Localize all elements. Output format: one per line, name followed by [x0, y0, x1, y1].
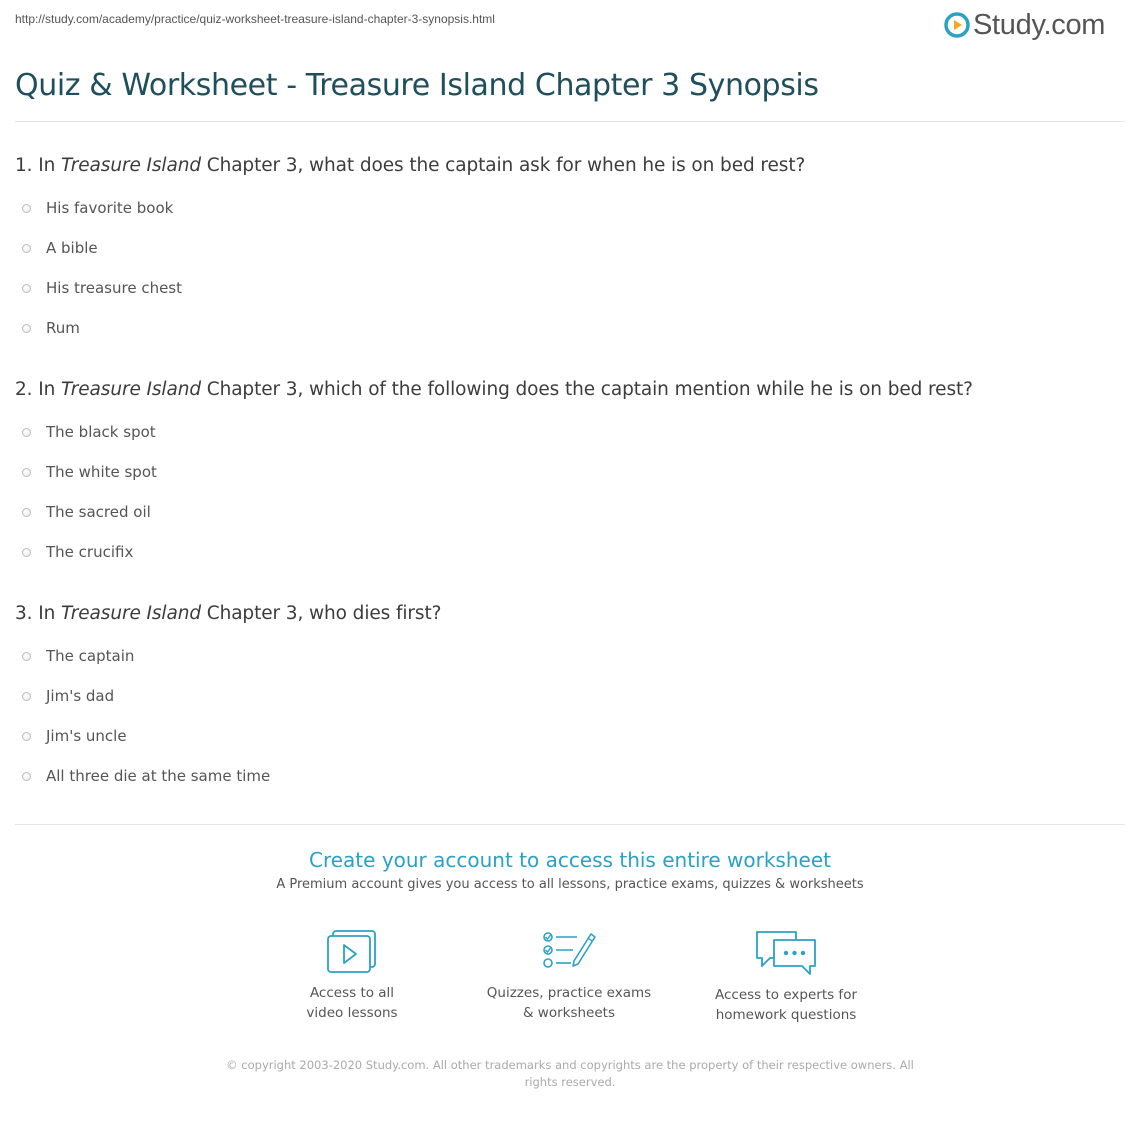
- answer-option[interactable]: [22, 644, 134, 668]
- book-title: Treasure Island: [61, 379, 201, 400]
- answer-label: Jim's dad: [46, 687, 115, 705]
- answer-label: The sacred oil: [46, 503, 151, 521]
- feature-label-line1: Access to all: [309, 985, 395, 1001]
- feature-experts: [686, 928, 886, 1025]
- cta-subtitle: A Premium account gives you access to all lessons, practice exams, quizzes & worksheets: [276, 877, 864, 892]
- radio-icon[interactable]: [22, 204, 31, 213]
- title-divider: [15, 121, 1125, 122]
- question-text: Chapter 3, who dies first?: [206, 603, 442, 624]
- answer-option[interactable]: [22, 236, 98, 260]
- page-url: http://study.com/academy/practice/quiz-worksheet-treasure-island-chapter-3-synopsis.html: [15, 12, 495, 26]
- answer-option[interactable]: [22, 420, 156, 444]
- answer-option[interactable]: [22, 684, 114, 708]
- feature-label-line2: video lessons: [306, 1005, 398, 1021]
- question-2: [15, 379, 1125, 400]
- question-prefix: In: [38, 603, 56, 624]
- cta-title-link[interactable]: Create your account to access this entire worksheet: [309, 848, 831, 872]
- answer-label: Jim's uncle: [46, 727, 127, 745]
- answer-label: All three die at the same time: [46, 767, 271, 785]
- answer-label: The black spot: [46, 423, 156, 441]
- answer-label: A bible: [46, 239, 98, 257]
- answer-label: Rum: [46, 319, 80, 337]
- answer-option[interactable]: [22, 540, 133, 564]
- answer-option[interactable]: [22, 724, 127, 748]
- feature-label-line1: Quizzes, practice exams: [486, 985, 652, 1001]
- chat-bubbles-icon: [754, 928, 818, 976]
- question-prefix: In: [38, 155, 56, 176]
- quiz-checklist-icon: [541, 928, 597, 974]
- question-text: Chapter 3, what does the captain ask for when he is on bed rest?: [206, 155, 806, 176]
- radio-icon[interactable]: [22, 548, 31, 557]
- question-text: Chapter 3, which of the following does the captain mention while he is on bed rest?: [206, 379, 973, 400]
- answer-label: The white spot: [46, 463, 157, 481]
- video-lessons-icon: [326, 928, 378, 974]
- feature-label-line2: homework questions: [715, 1007, 857, 1023]
- copyright-text: © copyright 2003-2020 Study.com. All other trademarks and copyrights are the property of their respective owners. All rights reserved.: [226, 1058, 914, 1089]
- radio-icon[interactable]: [22, 692, 31, 701]
- page-title: Quiz & Worksheet - Treasure Island Chapter 3 Synopsis: [15, 68, 819, 103]
- radio-icon[interactable]: [22, 652, 31, 661]
- question-number: 1.: [15, 155, 33, 176]
- play-circle-icon: [944, 12, 970, 38]
- answer-option[interactable]: [22, 276, 182, 300]
- radio-icon[interactable]: [22, 468, 31, 477]
- feature-quizzes: [469, 928, 669, 1023]
- question-number: 3.: [15, 603, 33, 624]
- answer-option[interactable]: [22, 316, 80, 340]
- question-prefix: In: [38, 379, 56, 400]
- radio-icon[interactable]: [22, 508, 31, 517]
- book-title: Treasure Island: [61, 155, 201, 176]
- question-3: [15, 603, 1125, 624]
- question-number: 2.: [15, 379, 33, 400]
- logo-text: Study.com: [973, 8, 1106, 41]
- radio-icon[interactable]: [22, 284, 31, 293]
- answer-option[interactable]: [22, 500, 151, 524]
- radio-icon[interactable]: [22, 732, 31, 741]
- answer-label: The captain: [46, 647, 135, 665]
- answer-option[interactable]: [22, 460, 157, 484]
- radio-icon[interactable]: [22, 772, 31, 781]
- feature-video-lessons: [252, 928, 452, 1023]
- study-logo[interactable]: [944, 5, 1105, 45]
- section-divider: [15, 824, 1125, 825]
- feature-label-line1: Access to experts for: [714, 987, 857, 1003]
- radio-icon[interactable]: [22, 244, 31, 253]
- answer-label: His favorite book: [46, 199, 174, 217]
- answer-label: His treasure chest: [46, 279, 183, 297]
- question-1: [15, 155, 1125, 176]
- radio-icon[interactable]: [22, 324, 31, 333]
- answer-label: The crucifix: [46, 543, 134, 561]
- answer-option[interactable]: [22, 196, 173, 220]
- answer-option[interactable]: [22, 764, 270, 788]
- feature-label-line2: & worksheets: [522, 1005, 615, 1021]
- radio-icon[interactable]: [22, 428, 31, 437]
- book-title: Treasure Island: [61, 603, 201, 624]
